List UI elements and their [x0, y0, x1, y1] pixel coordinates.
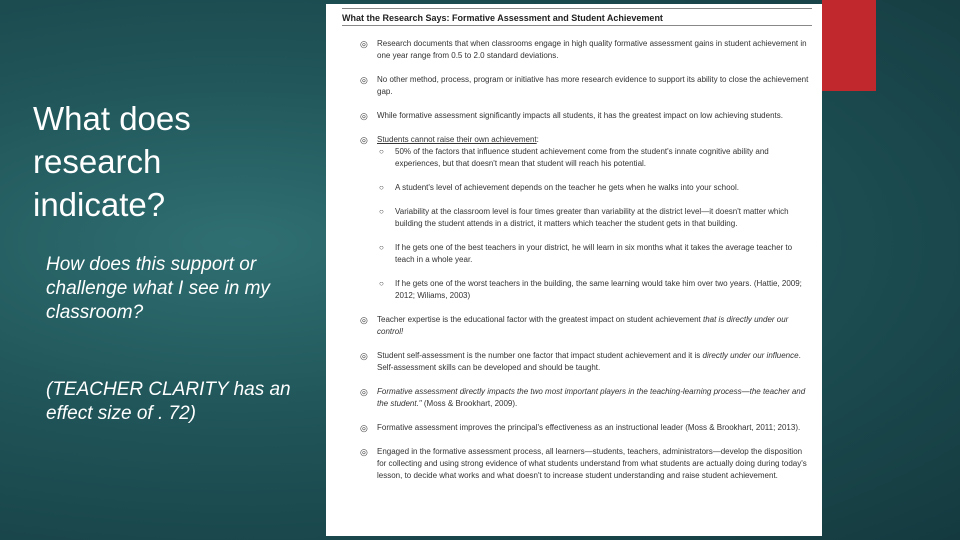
teacher-clarity-note: (TEACHER CLARITY has an effect size of . 72)	[46, 379, 291, 424]
list-item: ◎ Formative assessment directly impacts the two most important players in the teaching-learning process—the teacher and the student." (Moss & Brookhart, 2009).	[360, 387, 806, 408]
bullet-icon: ◎	[360, 351, 368, 361]
list-item: ◎ Student self-assessment is the number one factor that impact student achievement and it is directly under our influence. Self-assessment skills can be developed and should be taught.	[360, 351, 801, 372]
red-accent-bar	[822, 0, 876, 91]
bullet-icon: ◎	[360, 111, 368, 121]
research-bullets	[342, 38, 812, 482]
list-item: ◎ No other method, process, program or initiative has more research evidence to support its ability to close the achievement gap.	[360, 75, 809, 96]
reflection-question: How does this support or challenge what I see in my classroom?	[46, 254, 270, 323]
bullet-icon: ◎	[360, 75, 368, 85]
list-item: ◎ Engaged in the formative assessment process, all learners—students, teachers, administrators—develop the disposition for collecting and using strong evidence of what students understand from what students are actually doing during today's lesson, to decide what works and what doesn't to increase student understanding and raise student achievement.	[360, 447, 807, 480]
document-title: What the Research Says: Formative Assessment and Student Achievement	[342, 8, 812, 26]
list-item: ◎ Research documents that when classrooms engage in high quality formative assessment gains in student achievement in one year range from 0.5 to 2.0 standard deviations.	[360, 39, 807, 60]
bullet-icon: ◎	[360, 447, 368, 457]
sub-list-item: ○ If he gets one of the worst teachers in the building, the same learning would take him over two years. (Hattie, 2009; 2012; Wiliams, 2003)	[379, 279, 802, 300]
circle-bullet-icon: ○	[379, 243, 384, 252]
sub-list-item: ○ If he gets one of the best teachers in your district, he will learn in six months what it takes the average teacher to teach in a whole year.	[379, 243, 793, 264]
bullet-icon: ◎	[360, 39, 368, 49]
sub-list-item: ○ A student's level of achievement depends on the teacher he gets when he walks into your school.	[379, 183, 739, 192]
sub-list-item: ○ Variability at the classroom level is four times greater than variability at the district level—it doesn't matter which building the student attends in a district, it matters which teacher the student gets in that building.	[379, 207, 789, 228]
list-item: ◎ Formative assessment improves the principal's effectiveness as an instructional leader (Moss & Brookhart, 2011; 2013).	[360, 423, 801, 433]
research-document-image	[326, 4, 822, 536]
list-item: ◎ While formative assessment significantly impacts all students, it has the greatest impact on low achieving students.	[360, 111, 783, 121]
bullet-icon: ◎	[360, 423, 368, 433]
bullet-icon: ◎	[360, 135, 368, 145]
circle-bullet-icon: ○	[379, 207, 384, 216]
sub-bullet-list	[377, 146, 812, 302]
slide-title: What does research indicate?	[33, 100, 191, 223]
list-item: ◎ Students cannot raise their own achievement: ○ 50% of the factors that influence student achievement come from the student's innate cognitive ability and experiences, but that doesn't mean that student will reach his potential. ○ A student's level of achievement depends on the teacher he gets when he walks into your school. ○ Variability at the classroom level is four times greater than variability at the district level—it doesn't matter which building the student attends in a district, it matters which teacher the student gets in that building. ○ If he gets one of the best teachers in your district, he will learn in six months what it takes the average teacher to teach in a whole year. ○ If he gets one of the worst teachers in the building, the same learning would take him over two years. (Hattie, 2009; 2012; Wiliams, 2003)	[342, 134, 812, 302]
circle-bullet-icon: ○	[379, 147, 384, 156]
list-item: ◎ Teacher expertise is the educational factor with the greatest impact on student achievement that is directly under our control!	[360, 315, 789, 336]
circle-bullet-icon: ○	[379, 279, 384, 288]
bullet-icon: ◎	[360, 315, 368, 325]
bullet-icon: ◎	[360, 387, 368, 397]
sub-list-item: ○ 50% of the factors that influence student achievement come from the student's innate cognitive ability and experiences, but that doesn't mean that student will reach his potential.	[379, 147, 769, 168]
circle-bullet-icon: ○	[379, 183, 384, 192]
